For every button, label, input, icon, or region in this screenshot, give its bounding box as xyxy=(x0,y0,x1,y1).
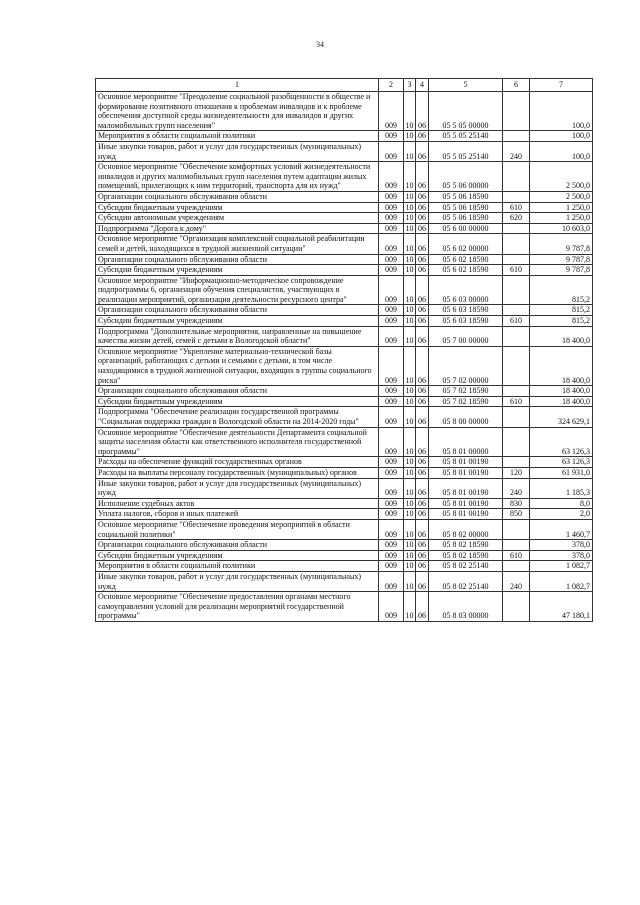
ministry-code: 009 xyxy=(379,316,404,327)
subsection-code: 06 xyxy=(416,234,429,254)
amount-value: 324 629,1 xyxy=(530,407,593,427)
expense-type-code xyxy=(503,592,530,622)
expense-type-code xyxy=(503,223,530,234)
subsection-code: 06 xyxy=(416,265,429,276)
target-article-code: 05 7 02 18590 xyxy=(429,386,503,397)
target-article-code: 05 8 01 00190 xyxy=(429,467,503,478)
target-article-code: 05 5 05 25140 xyxy=(429,141,503,161)
amount-value: 8,0 xyxy=(530,498,593,509)
section-code: 10 xyxy=(404,162,416,192)
amount-value: 18 400,0 xyxy=(530,386,593,397)
ministry-code: 009 xyxy=(379,467,404,478)
expense-type-code xyxy=(503,427,530,457)
subsection-code: 06 xyxy=(416,346,429,385)
column-header: 3 xyxy=(404,79,416,92)
ministry-code: 009 xyxy=(379,509,404,520)
amount-value: 10 603,0 xyxy=(530,223,593,234)
target-article-code: 05 6 02 18590 xyxy=(429,254,503,265)
expense-type-code xyxy=(503,275,530,305)
target-article-code: 05 8 02 00000 xyxy=(429,519,503,539)
amount-value: 100,0 xyxy=(530,92,593,131)
table-row xyxy=(96,571,593,591)
ministry-code: 009 xyxy=(379,234,404,254)
subsection-code: 06 xyxy=(416,571,429,591)
ministry-code: 009 xyxy=(379,275,404,305)
subsection-code: 06 xyxy=(416,457,429,468)
target-article-code: 05 8 02 25140 xyxy=(429,571,503,591)
expense-type-code: 610 xyxy=(503,316,530,327)
ministry-code: 009 xyxy=(379,191,404,202)
table-row xyxy=(96,162,593,192)
ministry-code: 009 xyxy=(379,396,404,407)
table-row xyxy=(96,316,593,327)
expense-type-code xyxy=(503,131,530,142)
amount-value: 9 787,8 xyxy=(530,254,593,265)
table-row xyxy=(96,407,593,427)
row-description: Основное мероприятие "Информационно-методическое сопровождение подпрограммы 6, организация обучения специалистов, участвующих в реализации мероприятий, организация деятельности ресурсного центра" xyxy=(96,275,379,305)
table-row xyxy=(96,540,593,551)
section-code: 10 xyxy=(404,326,416,346)
ministry-code: 009 xyxy=(379,223,404,234)
table-row xyxy=(96,396,593,407)
table-row xyxy=(96,346,593,385)
expense-type-code xyxy=(503,191,530,202)
expense-type-code xyxy=(503,386,530,397)
ministry-code: 009 xyxy=(379,305,404,316)
table-row xyxy=(96,498,593,509)
amount-value: 47 180,1 xyxy=(530,592,593,622)
table-row xyxy=(96,550,593,561)
ministry-code: 009 xyxy=(379,519,404,539)
target-article-code: 05 8 00 00000 xyxy=(429,407,503,427)
ministry-code: 009 xyxy=(379,592,404,622)
row-description: Субсидии бюджетным учреждениям xyxy=(96,265,379,276)
amount-value: 18 400,0 xyxy=(530,346,593,385)
target-article-code: 05 8 03 00000 xyxy=(429,592,503,622)
amount-value: 2 500,0 xyxy=(530,191,593,202)
amount-value: 9 787,8 xyxy=(530,265,593,276)
expense-type-code: 610 xyxy=(503,202,530,213)
section-code: 10 xyxy=(405,254,414,264)
target-article-code: 05 6 02 00000 xyxy=(429,234,503,254)
expense-type-code: 620 xyxy=(503,213,530,224)
row-description: Мероприятия в области социальной политики xyxy=(96,561,379,572)
section-code: 10 xyxy=(405,396,414,406)
ministry-code: 009 xyxy=(379,550,404,561)
amount-value: 815,2 xyxy=(530,275,593,305)
target-article-code: 05 8 01 00190 xyxy=(429,478,503,498)
table-row xyxy=(96,213,593,224)
amount-value: 63 126,3 xyxy=(530,457,593,468)
row-description: Субсидии бюджетным учреждениям xyxy=(96,550,379,561)
section-code: 10 xyxy=(405,223,414,233)
amount-value: 1 082,7 xyxy=(530,561,593,572)
section-code: 10 xyxy=(404,519,416,539)
row-description: Основное мероприятие "Обеспечение комфортных условий жизнедеятельности инвалидов и других маломобильных групп населения путем адаптации жилых помещений, прилегающих к ним территорий, транспорта для их нужд" xyxy=(96,162,379,192)
subsection-code: 06 xyxy=(416,213,429,224)
expense-type-code: 850 xyxy=(503,509,530,520)
ministry-code: 009 xyxy=(379,162,404,192)
column-header: 7 xyxy=(530,79,593,92)
row-description: Организации социального обслуживания области xyxy=(96,254,379,265)
target-article-code: 05 7 02 18590 xyxy=(429,396,503,407)
subsection-code: 06 xyxy=(416,498,429,509)
amount-value: 378,0 xyxy=(530,540,593,551)
ministry-code: 009 xyxy=(379,427,404,457)
subsection-code: 06 xyxy=(416,550,429,561)
row-description: Подпрограмма "Дорога к дому" xyxy=(96,223,379,234)
row-description: Основное мероприятие "Обеспечение деятельности Департамента социальной защиты населения области как ответственного исполнителя государственной программы" xyxy=(96,427,379,457)
target-article-code: 05 5 06 18590 xyxy=(429,202,503,213)
row-description: Организации социального обслуживания области xyxy=(96,305,379,316)
table-row xyxy=(96,427,593,457)
expense-type-code xyxy=(503,407,530,427)
amount-value: 1 250,0 xyxy=(530,213,593,224)
row-description: Иные закупки товаров, работ и услуг для государственных (муниципальных) нужд xyxy=(96,141,379,161)
table-row xyxy=(96,131,593,142)
row-description: Расходы на выплаты персоналу государственных (муниципальных) органов xyxy=(96,467,379,478)
ministry-code: 009 xyxy=(379,407,404,427)
amount-value: 2,0 xyxy=(530,509,593,520)
subsection-code: 06 xyxy=(416,427,429,457)
section-code: 10 xyxy=(404,592,416,622)
target-article-code: 05 6 02 18590 xyxy=(429,265,503,276)
table-row xyxy=(96,478,593,498)
table-row xyxy=(96,326,593,346)
section-code: 10 xyxy=(404,92,416,131)
section-code: 10 xyxy=(405,561,414,571)
amount-value: 100,0 xyxy=(530,131,593,142)
section-code: 10 xyxy=(405,457,414,467)
subsection-code: 06 xyxy=(416,519,429,539)
subsection-code: 06 xyxy=(416,540,429,551)
subsection-code: 06 xyxy=(416,478,429,498)
target-article-code: 05 8 01 00190 xyxy=(429,498,503,509)
section-code: 10 xyxy=(405,498,414,508)
subsection-code: 06 xyxy=(416,275,429,305)
expense-type-code xyxy=(503,92,530,131)
target-article-code: 05 6 03 00000 xyxy=(429,275,503,305)
amount-value: 2 500,0 xyxy=(530,162,593,192)
section-code: 10 xyxy=(405,131,414,141)
section-code: 10 xyxy=(405,305,414,315)
section-code: 10 xyxy=(404,234,416,254)
ministry-code: 009 xyxy=(379,131,404,142)
target-article-code: 05 8 02 18590 xyxy=(429,540,503,551)
target-article-code: 05 5 06 00000 xyxy=(429,162,503,192)
expense-type-code xyxy=(503,162,530,192)
row-description: Иные закупки товаров, работ и услуг для государственных (муниципальных) нужд xyxy=(96,571,379,591)
ministry-code: 009 xyxy=(379,386,404,397)
column-header: 1 xyxy=(96,79,379,92)
row-description: Мероприятия в области социальной политики xyxy=(96,131,379,142)
section-code: 10 xyxy=(405,202,414,212)
target-article-code: 05 8 02 25140 xyxy=(429,561,503,572)
table-row xyxy=(96,223,593,234)
row-description: Субсидии бюджетным учреждениям xyxy=(96,396,379,407)
table-row xyxy=(96,254,593,265)
expense-type-code: 610 xyxy=(503,550,530,561)
table-row xyxy=(96,592,593,622)
amount-value: 63 126,3 xyxy=(530,427,593,457)
target-article-code: 05 6 00 00000 xyxy=(429,223,503,234)
section-code: 10 xyxy=(405,191,414,201)
row-description: Уплата налогов, сборов и иных платежей xyxy=(96,509,379,520)
row-description: Субсидии бюджетным учреждениям xyxy=(96,202,379,213)
row-description: Основное мероприятие "Организация комплексной социальной реабилитации семей и детей, находящихся в трудной жизненной ситуации" xyxy=(96,234,379,254)
amount-value: 815,2 xyxy=(530,316,593,327)
section-code: 10 xyxy=(405,509,414,519)
row-description: Организации социального обслуживания области xyxy=(96,386,379,397)
target-article-code: 05 5 06 18590 xyxy=(429,213,503,224)
table-row xyxy=(96,509,593,520)
expense-type-code: 610 xyxy=(503,396,530,407)
table-row xyxy=(96,141,593,161)
row-description: Организации социального обслуживания области xyxy=(96,540,379,551)
target-article-code: 05 8 01 00190 xyxy=(429,509,503,520)
expense-type-code xyxy=(503,326,530,346)
expense-type-code: 240 xyxy=(503,478,530,498)
section-code: 10 xyxy=(405,550,414,560)
section-code: 10 xyxy=(404,141,416,161)
target-article-code: 05 5 05 00000 xyxy=(429,92,503,131)
ministry-code: 009 xyxy=(379,540,404,551)
section-code: 10 xyxy=(404,346,416,385)
ministry-code: 009 xyxy=(379,213,404,224)
amount-value: 1 250,0 xyxy=(530,202,593,213)
table-row xyxy=(96,305,593,316)
amount-value: 815,2 xyxy=(530,305,593,316)
section-code: 10 xyxy=(404,571,416,591)
row-description: Организации социального обслуживания области xyxy=(96,191,379,202)
target-article-code: 05 6 03 18590 xyxy=(429,305,503,316)
table-row xyxy=(96,191,593,202)
row-description: Основное мероприятие "Преодоление социальной разобщенности в обществе и формирование позитивного отношения к проблемам инвалидов и к проблеме обеспечения доступной среды жизнедеятельности для инвалидов и других маломобильных групп населения" xyxy=(96,92,379,131)
table-header-row xyxy=(96,79,593,92)
column-header: 5 xyxy=(429,79,503,92)
budget-table xyxy=(95,78,593,622)
target-article-code: 05 8 02 18590 xyxy=(429,550,503,561)
target-article-code: 05 6 03 18590 xyxy=(429,316,503,327)
amount-value: 1 460,7 xyxy=(530,519,593,539)
expense-type-code xyxy=(503,254,530,265)
expense-type-code xyxy=(503,457,530,468)
subsection-code: 06 xyxy=(416,131,429,142)
section-code: 10 xyxy=(405,467,414,477)
subsection-code: 06 xyxy=(416,254,429,265)
row-description: Подпрограмма "Дополнительные мероприятия, направленные на повышение качества жизни детей, семей с детьми в Вологодской области" xyxy=(96,326,379,346)
table-row xyxy=(96,457,593,468)
section-code: 10 xyxy=(404,478,416,498)
amount-value: 18 400,0 xyxy=(530,326,593,346)
expense-type-code xyxy=(503,305,530,316)
target-article-code: 05 5 05 25140 xyxy=(429,131,503,142)
subsection-code: 06 xyxy=(416,326,429,346)
expense-type-code xyxy=(503,519,530,539)
table-row xyxy=(96,202,593,213)
amount-value: 61 931,0 xyxy=(530,467,593,478)
section-code: 10 xyxy=(404,275,416,305)
ministry-code: 009 xyxy=(379,498,404,509)
section-code: 10 xyxy=(405,540,414,550)
row-description: Подпрограмма "Обеспечение реализации государственной программы "Социальная поддержка граждан в Вологодской области на 2014-2020 годы" xyxy=(96,407,379,427)
expense-type-code xyxy=(503,234,530,254)
row-description: Субсидии бюджетным учреждениям xyxy=(96,316,379,327)
row-description: Исполнение судебных актов xyxy=(96,498,379,509)
ministry-code: 009 xyxy=(379,478,404,498)
target-article-code: 05 7 02 00000 xyxy=(429,346,503,385)
amount-value: 100,0 xyxy=(530,141,593,161)
ministry-code: 009 xyxy=(379,202,404,213)
subsection-code: 06 xyxy=(416,561,429,572)
amount-value: 9 787,8 xyxy=(530,234,593,254)
table-row xyxy=(96,234,593,254)
ministry-code: 009 xyxy=(379,141,404,161)
expense-type-code: 240 xyxy=(503,141,530,161)
subsection-code: 06 xyxy=(416,316,429,327)
subsection-code: 06 xyxy=(416,592,429,622)
section-code: 10 xyxy=(405,386,414,396)
section-code: 10 xyxy=(405,316,414,326)
section-code: 10 xyxy=(405,265,414,275)
amount-value: 18 400,0 xyxy=(530,396,593,407)
amount-value: 1 185,3 xyxy=(530,478,593,498)
subsection-code: 06 xyxy=(416,191,429,202)
subsection-code: 06 xyxy=(416,305,429,316)
expense-type-code xyxy=(503,561,530,572)
section-code: 10 xyxy=(404,427,416,457)
section-code: 10 xyxy=(405,213,414,223)
subsection-code: 06 xyxy=(416,162,429,192)
table-row xyxy=(96,467,593,478)
ministry-code: 009 xyxy=(379,92,404,131)
subsection-code: 06 xyxy=(416,141,429,161)
expense-type-code xyxy=(503,540,530,551)
expense-type-code: 120 xyxy=(503,467,530,478)
target-article-code: 05 5 06 18590 xyxy=(429,191,503,202)
subsection-code: 06 xyxy=(416,223,429,234)
ministry-code: 009 xyxy=(379,346,404,385)
row-description: Основное мероприятие "Обеспечение проведения мероприятий в области социальной политики" xyxy=(96,519,379,539)
ministry-code: 009 xyxy=(379,457,404,468)
amount-value: 378,0 xyxy=(530,550,593,561)
table-row xyxy=(96,561,593,572)
expense-type-code: 830 xyxy=(503,498,530,509)
table-row xyxy=(96,519,593,539)
subsection-code: 06 xyxy=(416,92,429,131)
table-row xyxy=(96,386,593,397)
row-description: Расходы на обеспечение функций государственных органов xyxy=(96,457,379,468)
ministry-code: 009 xyxy=(379,254,404,265)
row-description: Субсидии автономным учреждениям xyxy=(96,213,379,224)
ministry-code: 009 xyxy=(379,571,404,591)
ministry-code: 009 xyxy=(379,265,404,276)
column-header: 2 xyxy=(379,79,404,92)
subsection-code: 06 xyxy=(416,509,429,520)
expense-type-code: 610 xyxy=(503,265,530,276)
row-description: Иные закупки товаров, работ и услуг для государственных (муниципальных) нужд xyxy=(96,478,379,498)
target-article-code: 05 8 01 00000 xyxy=(429,427,503,457)
subsection-code: 06 xyxy=(416,202,429,213)
target-article-code: 05 8 01 00190 xyxy=(429,457,503,468)
expense-type-code xyxy=(503,346,530,385)
subsection-code: 06 xyxy=(416,396,429,407)
ministry-code: 009 xyxy=(379,561,404,572)
ministry-code: 009 xyxy=(379,326,404,346)
subsection-code: 06 xyxy=(416,407,429,427)
page-number: 34 xyxy=(316,40,324,49)
column-header: 4 xyxy=(416,79,429,92)
table-row xyxy=(96,275,593,305)
table-row xyxy=(96,265,593,276)
section-code: 10 xyxy=(404,407,416,427)
column-header: 6 xyxy=(503,79,530,92)
subsection-code: 06 xyxy=(416,467,429,478)
row-description: Основное мероприятие "Укрепление материально-технической базы организаций, работающих с детьми и семьями с детьми, в том числе находящимися в трудной жизненной ситуации, входящих в группы социального риска" xyxy=(96,346,379,385)
table-row xyxy=(96,92,593,131)
target-article-code: 05 7 00 00000 xyxy=(429,326,503,346)
expense-type-code: 240 xyxy=(503,571,530,591)
subsection-code: 06 xyxy=(416,386,429,397)
row-description: Основное мероприятие "Обеспечение предоставления органами местного самоуправления условий для реализации мероприятий государственной программы" xyxy=(96,592,379,622)
amount-value: 1 082,7 xyxy=(530,571,593,591)
